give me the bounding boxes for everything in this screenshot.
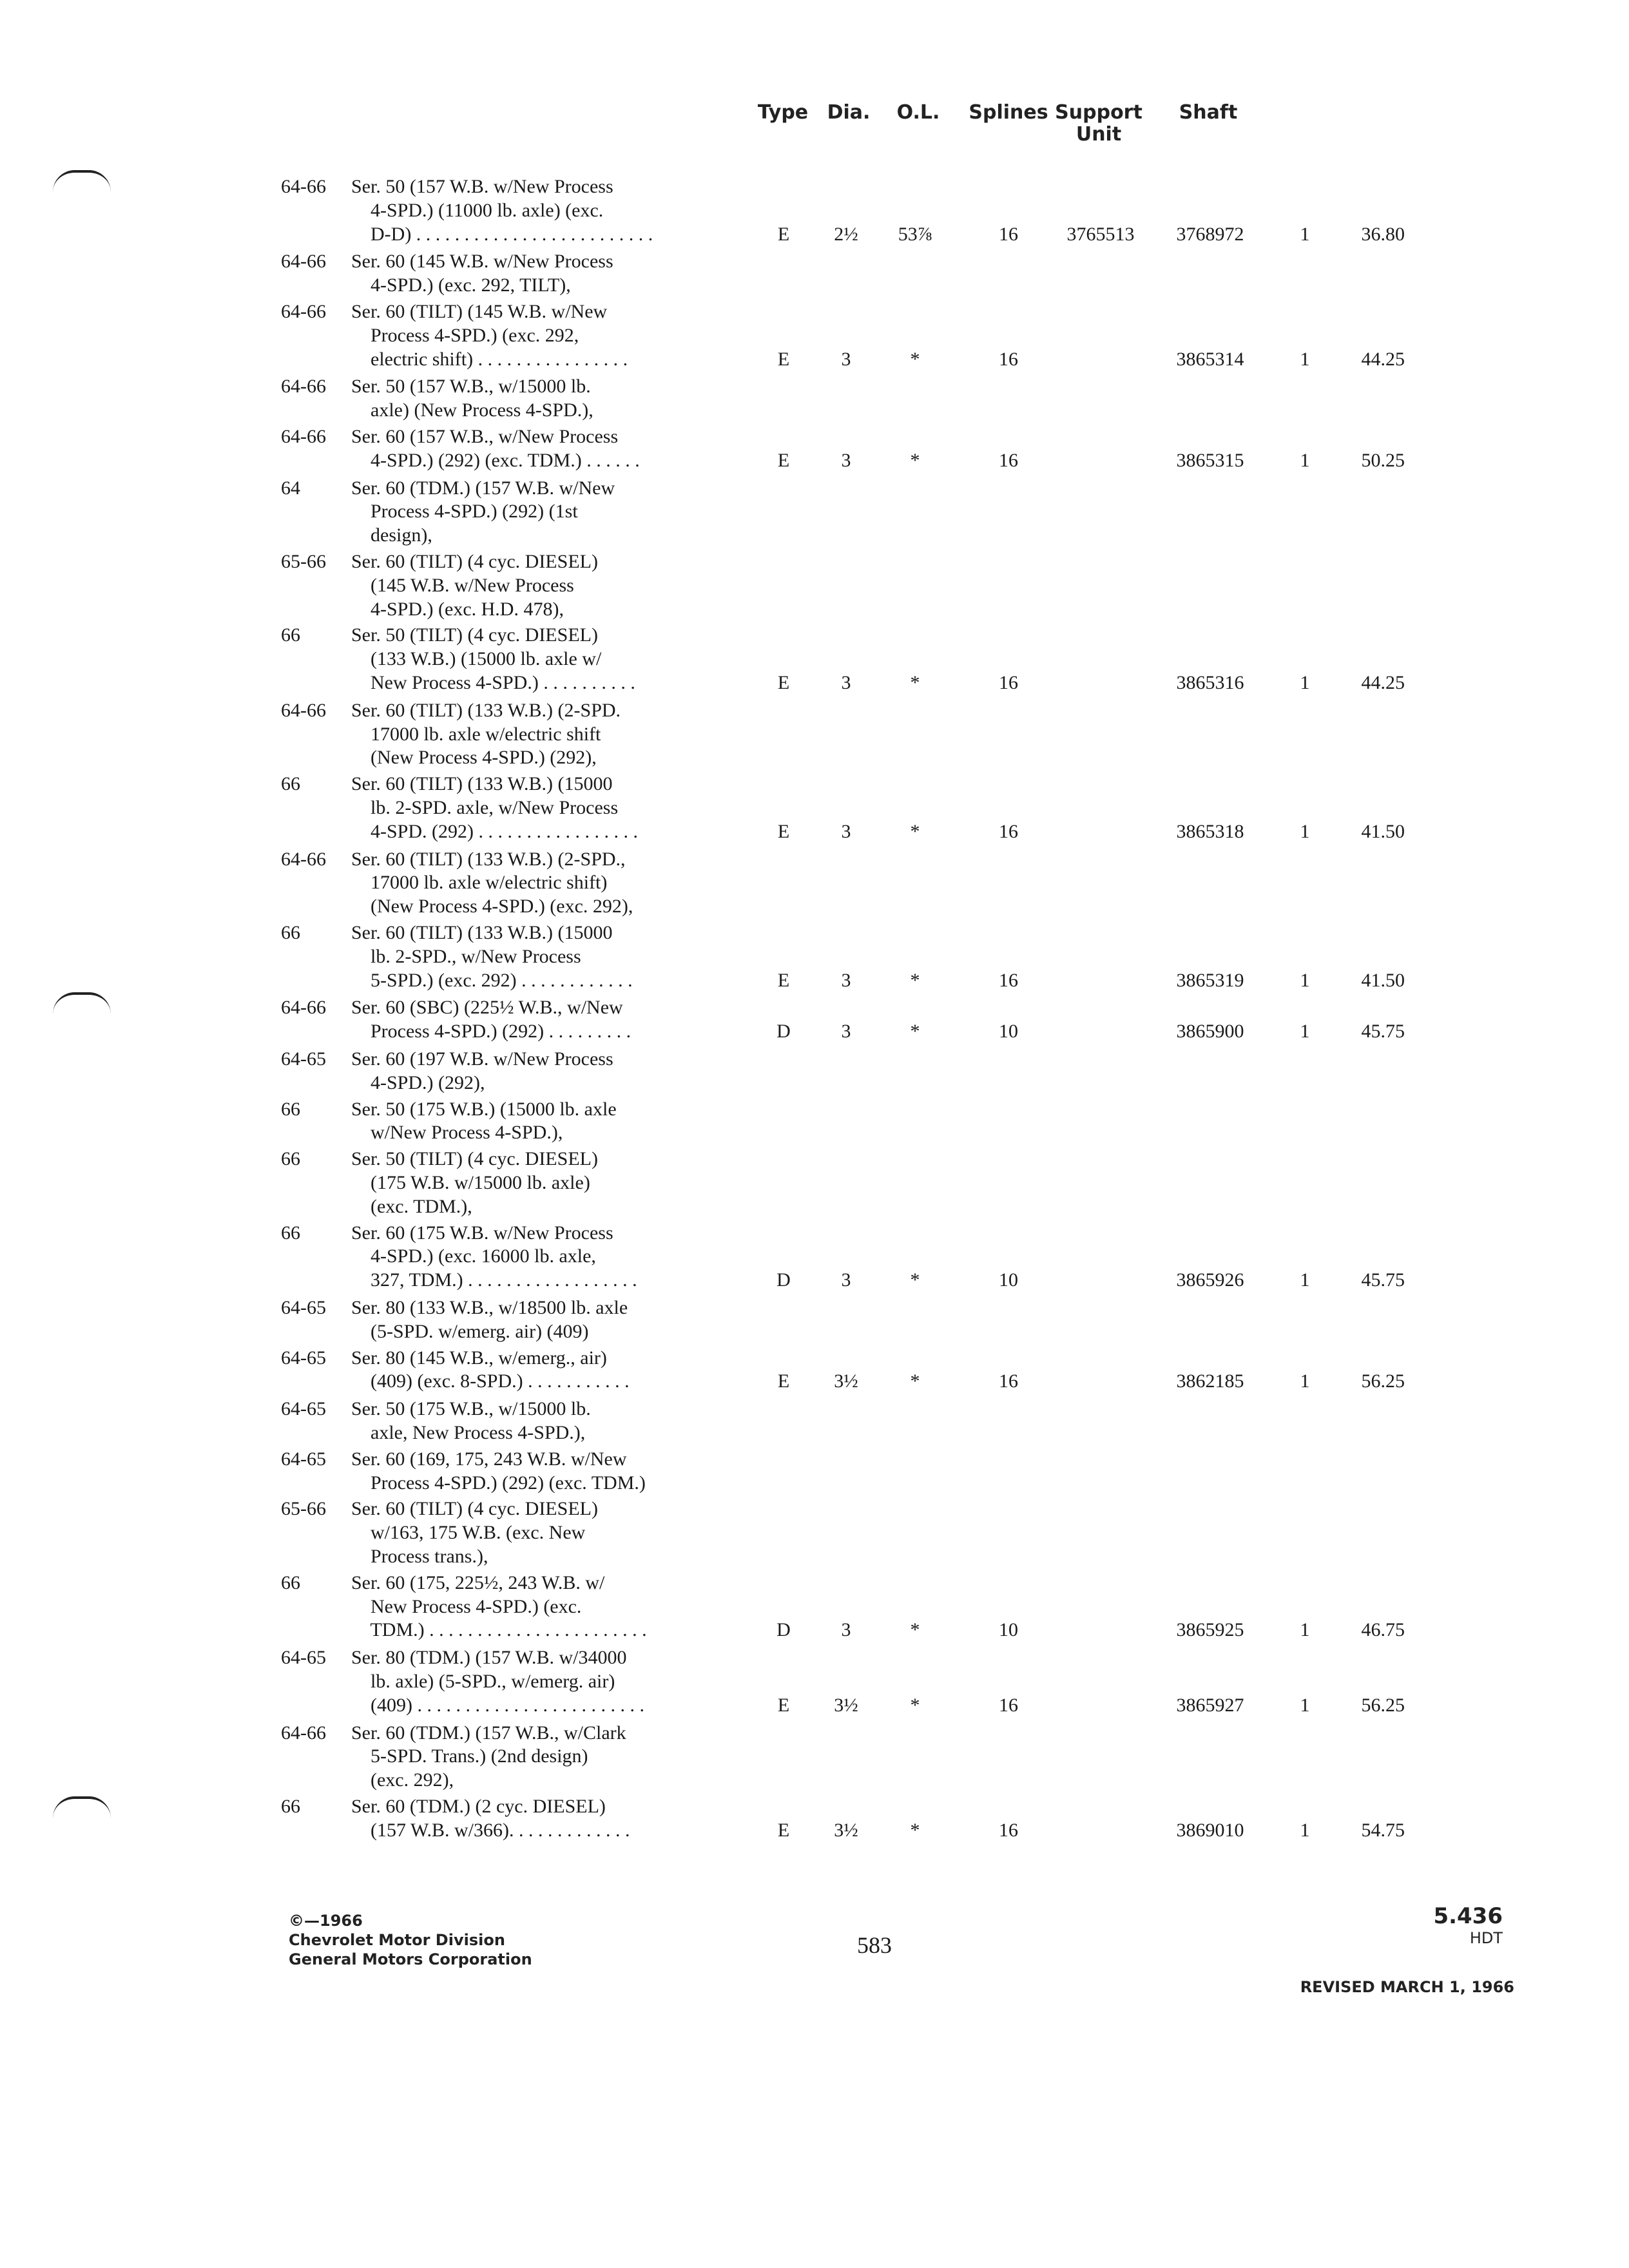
row-year: 64-65 bbox=[281, 1398, 326, 1420]
binder-mark bbox=[53, 170, 111, 192]
row-year: 65-66 bbox=[281, 1498, 326, 1520]
col-qty: 1 bbox=[1300, 1819, 1310, 1841]
col-dia: 3 bbox=[841, 969, 851, 991]
row-year: 66 bbox=[281, 1222, 300, 1244]
col-type: E bbox=[777, 1694, 790, 1716]
col-shaft: 3865316 bbox=[1176, 672, 1244, 693]
row-description-line: (exc. TDM.), bbox=[351, 1195, 472, 1217]
row-description-line: 4-SPD.) (292), bbox=[351, 1072, 485, 1093]
col-ol: 53⅞ bbox=[898, 223, 932, 245]
col-qty: 1 bbox=[1300, 672, 1310, 693]
row-year: 66 bbox=[281, 1148, 300, 1170]
col-shaft: 3865318 bbox=[1176, 820, 1244, 842]
col-splines: 10 bbox=[999, 1021, 1018, 1043]
col-shaft: 3865315 bbox=[1176, 449, 1244, 471]
row-description-line: lb. 2-SPD., w/New Process bbox=[351, 945, 581, 967]
row-description-line: Ser. 50 (175 W.B., w/15000 lb. bbox=[351, 1398, 591, 1420]
row-year: 64-66 bbox=[281, 176, 326, 197]
col-qty: 1 bbox=[1300, 348, 1310, 370]
row-description-line: (exc. 292), bbox=[351, 1769, 454, 1791]
row-year: 64-66 bbox=[281, 376, 326, 398]
col-ol: * bbox=[910, 449, 920, 471]
col-type: E bbox=[777, 969, 790, 991]
row-description-line: Ser. 50 (TILT) (4 cyc. DIESEL) bbox=[351, 624, 598, 646]
row-description-line: 327, TDM.) . . . . . . . . . . . . . . . . . . bbox=[351, 1269, 637, 1291]
row-description-line: 4-SPD.) (exc. 292, TILT), bbox=[351, 274, 571, 296]
col-splines: 16 bbox=[999, 1694, 1018, 1716]
copyright: ©—1966 bbox=[289, 1912, 363, 1930]
row-description-line: Ser. 60 (157 W.B., w/New Process bbox=[351, 426, 619, 447]
col-ol: * bbox=[910, 672, 920, 693]
row-year: 64-66 bbox=[281, 251, 326, 273]
col-splines: 16 bbox=[999, 1819, 1018, 1841]
col-ol: * bbox=[910, 1021, 920, 1043]
corporation-name: General Motors Corporation bbox=[289, 1950, 532, 1968]
header-ol: O.L. bbox=[896, 101, 940, 124]
col-type: E bbox=[777, 348, 790, 370]
col-qty: 1 bbox=[1300, 1694, 1310, 1716]
row-description-line: Ser. 60 (TILT) (133 W.B.) (15000 bbox=[351, 773, 613, 795]
col-qty: 1 bbox=[1300, 1370, 1310, 1392]
row-description-line: Ser. 60 (TDM.) (157 W.B. w/New bbox=[351, 477, 615, 499]
row-description-line: (133 W.B.) (15000 lb. axle w/ bbox=[351, 648, 602, 670]
col-dia: 3½ bbox=[834, 1370, 858, 1392]
col-shaft: 3865900 bbox=[1176, 1021, 1244, 1043]
row-year: 64-65 bbox=[281, 1647, 326, 1669]
col-price: 44.25 bbox=[1361, 672, 1405, 693]
row-year: 66 bbox=[281, 922, 300, 943]
col-splines: 10 bbox=[999, 1619, 1018, 1641]
row-description-line: New Process 4-SPD.) . . . . . . . . . . bbox=[351, 672, 635, 693]
col-price: 46.75 bbox=[1361, 1619, 1405, 1641]
row-description-line: Ser. 60 (175, 225½, 243 W.B. w/ bbox=[351, 1571, 605, 1593]
col-price: 36.80 bbox=[1361, 223, 1405, 245]
col-type: E bbox=[777, 1819, 790, 1841]
row-year: 64-66 bbox=[281, 1722, 326, 1744]
row-description-line: 17000 lb. axle w/electric shift bbox=[351, 723, 601, 745]
col-price: 56.25 bbox=[1361, 1370, 1405, 1392]
row-description-line: (175 W.B. w/15000 lb. axle) bbox=[351, 1172, 590, 1193]
col-type: E bbox=[777, 820, 790, 842]
row-description-line: Process 4-SPD.) (292) (exc. TDM.) bbox=[351, 1472, 646, 1494]
row-year: 64-66 bbox=[281, 426, 326, 447]
row-description-line: axle) (New Process 4-SPD.), bbox=[351, 399, 593, 421]
col-ol: * bbox=[910, 348, 920, 370]
col-type: D bbox=[776, 1021, 791, 1043]
row-description-line: Process 4-SPD.) (292) (1st bbox=[351, 501, 578, 523]
row-description-line: 5-SPD.) (exc. 292) . . . . . . . . . . . . bbox=[351, 969, 633, 991]
col-shaft: 3865926 bbox=[1176, 1269, 1244, 1291]
col-shaft: 3865314 bbox=[1176, 348, 1244, 370]
header-dia: Dia. bbox=[827, 101, 871, 124]
publisher-block bbox=[289, 1911, 532, 1969]
row-description-line: 4-SPD.) (11000 lb. axle) (exc. bbox=[351, 199, 604, 221]
header-type: Type bbox=[757, 101, 809, 124]
col-splines: 16 bbox=[999, 449, 1018, 471]
row-description-line: (157 W.B. w/366). . . . . . . . . . . . . bbox=[351, 1819, 630, 1841]
col-dia: 3 bbox=[841, 820, 851, 842]
binder-mark bbox=[53, 992, 111, 1014]
row-description-line: Ser. 60 (175 W.B. w/New Process bbox=[351, 1222, 613, 1244]
row-description-line: (5-SPD. w/emerg. air) (409) bbox=[351, 1320, 589, 1342]
row-year: 64-65 bbox=[281, 1297, 326, 1318]
col-ol: * bbox=[910, 820, 920, 842]
col-ol: * bbox=[910, 1269, 920, 1291]
col-price: 45.75 bbox=[1361, 1269, 1405, 1291]
col-support-unit: 3765513 bbox=[1066, 223, 1135, 245]
col-price: 54.75 bbox=[1361, 1819, 1405, 1841]
col-price: 56.25 bbox=[1361, 1694, 1405, 1716]
col-dia: 2½ bbox=[834, 223, 858, 245]
row-description-line: Ser. 60 (TILT) (145 W.B. w/New bbox=[351, 301, 608, 322]
col-dia: 3½ bbox=[834, 1694, 858, 1716]
row-description-line: Ser. 60 (TILT) (133 W.B.) (15000 bbox=[351, 922, 613, 943]
section-subtitle: HDT bbox=[1469, 1929, 1503, 1947]
header-support-unit: Support Unit bbox=[1055, 101, 1142, 146]
row-description-line: Process 4-SPD.) (exc. 292, bbox=[351, 324, 579, 346]
row-description-line: Ser. 60 (TILT) (133 W.B.) (2-SPD. bbox=[351, 699, 621, 721]
col-dia: 3 bbox=[841, 1269, 851, 1291]
row-year: 64-66 bbox=[281, 301, 326, 322]
binder-mark bbox=[53, 1796, 111, 1818]
col-splines: 16 bbox=[999, 1370, 1018, 1392]
row-year: 64-65 bbox=[281, 1448, 326, 1470]
row-description-line: design), bbox=[351, 524, 432, 546]
row-description-line: w/163, 175 W.B. (exc. New bbox=[351, 1522, 586, 1544]
row-description-line: (New Process 4-SPD.) (292), bbox=[351, 747, 597, 769]
row-description-line: 17000 lb. axle w/electric shift) bbox=[351, 872, 608, 894]
row-description-line: lb. axle) (5-SPD., w/emerg. air) bbox=[351, 1671, 615, 1692]
col-price: 45.75 bbox=[1361, 1021, 1405, 1043]
col-dia: 3 bbox=[841, 348, 851, 370]
col-splines: 16 bbox=[999, 223, 1018, 245]
row-year: 66 bbox=[281, 773, 300, 795]
col-type: E bbox=[777, 449, 790, 471]
col-ol: * bbox=[910, 1694, 920, 1716]
col-qty: 1 bbox=[1300, 1269, 1310, 1291]
row-description-line: electric shift) . . . . . . . . . . . . . . . . bbox=[351, 348, 628, 370]
col-shaft: 3869010 bbox=[1176, 1819, 1244, 1841]
col-shaft: 3865927 bbox=[1176, 1694, 1244, 1716]
row-description-line: (145 W.B. w/New Process bbox=[351, 574, 574, 596]
row-description-line: Ser. 80 (133 W.B., w/18500 lb. axle bbox=[351, 1297, 628, 1318]
col-shaft: 3862185 bbox=[1176, 1370, 1244, 1392]
col-splines: 16 bbox=[999, 348, 1018, 370]
row-description-line: 4-SPD.) (292) (exc. TDM.) . . . . . . bbox=[351, 449, 640, 471]
row-description-line: Process trans.), bbox=[351, 1546, 488, 1567]
col-qty: 1 bbox=[1300, 223, 1310, 245]
row-year: 64-65 bbox=[281, 1048, 326, 1070]
col-price: 41.50 bbox=[1361, 969, 1405, 991]
col-qty: 1 bbox=[1300, 1021, 1310, 1043]
row-description-line: D-D) . . . . . . . . . . . . . . . . . . . . . . . . . bbox=[351, 223, 653, 245]
row-description-line: Ser. 50 (157 W.B. w/New Process bbox=[351, 176, 613, 197]
row-description-line: Ser. 60 (TILT) (4 cyc. DIESEL) bbox=[351, 551, 598, 572]
row-description-line: Ser. 60 (145 W.B. w/New Process bbox=[351, 251, 613, 273]
row-description-line: lb. 2-SPD. axle, w/New Process bbox=[351, 797, 619, 818]
row-description-line: Ser. 50 (175 W.B.) (15000 lb. axle bbox=[351, 1098, 617, 1120]
col-qty: 1 bbox=[1300, 820, 1310, 842]
col-qty: 1 bbox=[1300, 969, 1310, 991]
row-description-line: w/New Process 4-SPD.), bbox=[351, 1122, 563, 1144]
col-type: D bbox=[776, 1619, 791, 1641]
row-description-line: 4-SPD.) (exc. H.D. 478), bbox=[351, 598, 564, 620]
col-splines: 16 bbox=[999, 820, 1018, 842]
col-price: 50.25 bbox=[1361, 449, 1405, 471]
row-year: 65-66 bbox=[281, 551, 326, 572]
col-dia: 3 bbox=[841, 1619, 851, 1641]
row-description-line: Ser. 60 (SBC) (225½ W.B., w/New bbox=[351, 997, 623, 1019]
col-ol: * bbox=[910, 1370, 920, 1392]
row-description-line: TDM.) . . . . . . . . . . . . . . . . . . . . . . . bbox=[351, 1619, 647, 1641]
row-year: 64-66 bbox=[281, 699, 326, 721]
col-splines: 16 bbox=[999, 969, 1018, 991]
row-year: 66 bbox=[281, 1098, 300, 1120]
header-shaft: Shaft bbox=[1179, 101, 1238, 124]
row-year: 64-66 bbox=[281, 997, 326, 1019]
row-description-line: Process 4-SPD.) (292) . . . . . . . . . bbox=[351, 1021, 631, 1043]
section-block bbox=[1433, 1904, 1503, 1948]
col-shaft: 3768972 bbox=[1176, 223, 1244, 245]
row-description-line: Ser. 60 (TILT) (133 W.B.) (2-SPD., bbox=[351, 848, 626, 870]
row-year: 66 bbox=[281, 1796, 300, 1817]
row-description-line: Ser. 60 (TDM.) (2 cyc. DIESEL) bbox=[351, 1796, 606, 1817]
row-description-line: Ser. 80 (TDM.) (157 W.B. w/34000 bbox=[351, 1647, 627, 1669]
row-description-line: Ser. 60 (169, 175, 243 W.B. w/New bbox=[351, 1448, 627, 1470]
header-splines: Splines bbox=[969, 101, 1048, 124]
col-ol: * bbox=[910, 969, 920, 991]
col-dia: 3 bbox=[841, 672, 851, 693]
col-ol: * bbox=[910, 1819, 920, 1841]
row-description-line: Ser. 60 (TDM.) (157 W.B., w/Clark bbox=[351, 1722, 626, 1744]
col-type: E bbox=[777, 1370, 790, 1392]
row-description-line: (409) (exc. 8-SPD.) . . . . . . . . . . . bbox=[351, 1370, 630, 1392]
row-description-line: New Process 4-SPD.) (exc. bbox=[351, 1595, 582, 1617]
col-dia: 3½ bbox=[834, 1819, 858, 1841]
col-dia: 3 bbox=[841, 449, 851, 471]
col-ol: * bbox=[910, 1619, 920, 1641]
col-qty: 1 bbox=[1300, 449, 1310, 471]
row-description-line: Ser. 50 (TILT) (4 cyc. DIESEL) bbox=[351, 1148, 598, 1170]
col-splines: 16 bbox=[999, 672, 1018, 693]
row-description-line: axle, New Process 4-SPD.), bbox=[351, 1422, 586, 1443]
row-year: 66 bbox=[281, 1571, 300, 1593]
row-description-line: Ser. 60 (TILT) (4 cyc. DIESEL) bbox=[351, 1498, 598, 1520]
col-type: D bbox=[776, 1269, 791, 1291]
col-price: 44.25 bbox=[1361, 348, 1405, 370]
col-splines: 10 bbox=[999, 1269, 1018, 1291]
col-shaft: 3865319 bbox=[1176, 969, 1244, 991]
row-description-line: Ser. 60 (197 W.B. w/New Process bbox=[351, 1048, 613, 1070]
row-description-line: (New Process 4-SPD.) (exc. 292), bbox=[351, 896, 633, 918]
col-dia: 3 bbox=[841, 1021, 851, 1043]
col-shaft: 3865925 bbox=[1176, 1619, 1244, 1641]
row-description-line: 4-SPD. (292) . . . . . . . . . . . . . . . . . bbox=[351, 820, 639, 842]
row-year: 64-65 bbox=[281, 1347, 326, 1369]
row-year: 64 bbox=[281, 477, 300, 499]
col-price: 41.50 bbox=[1361, 820, 1405, 842]
division-name: Chevrolet Motor Division bbox=[289, 1931, 505, 1949]
row-description-line: 4-SPD.) (exc. 16000 lb. axle, bbox=[351, 1245, 596, 1267]
row-year: 66 bbox=[281, 624, 300, 646]
page-number: 583 bbox=[857, 1932, 892, 1958]
section-number: 5.436 bbox=[1433, 1903, 1503, 1929]
row-description-line: Ser. 50 (157 W.B., w/15000 lb. bbox=[351, 376, 591, 398]
row-description-line: Ser. 80 (145 W.B., w/emerg., air) bbox=[351, 1347, 607, 1369]
revision-date: REVISED MARCH 1, 1966 bbox=[1300, 1978, 1514, 1996]
row-description-line: (409) . . . . . . . . . . . . . . . . . . . . . . . . bbox=[351, 1694, 644, 1716]
col-qty: 1 bbox=[1300, 1619, 1310, 1641]
row-year: 64-66 bbox=[281, 848, 326, 870]
row-description-line: 5-SPD. Trans.) (2nd design) bbox=[351, 1745, 588, 1767]
col-type: E bbox=[777, 223, 790, 245]
col-type: E bbox=[777, 672, 790, 693]
